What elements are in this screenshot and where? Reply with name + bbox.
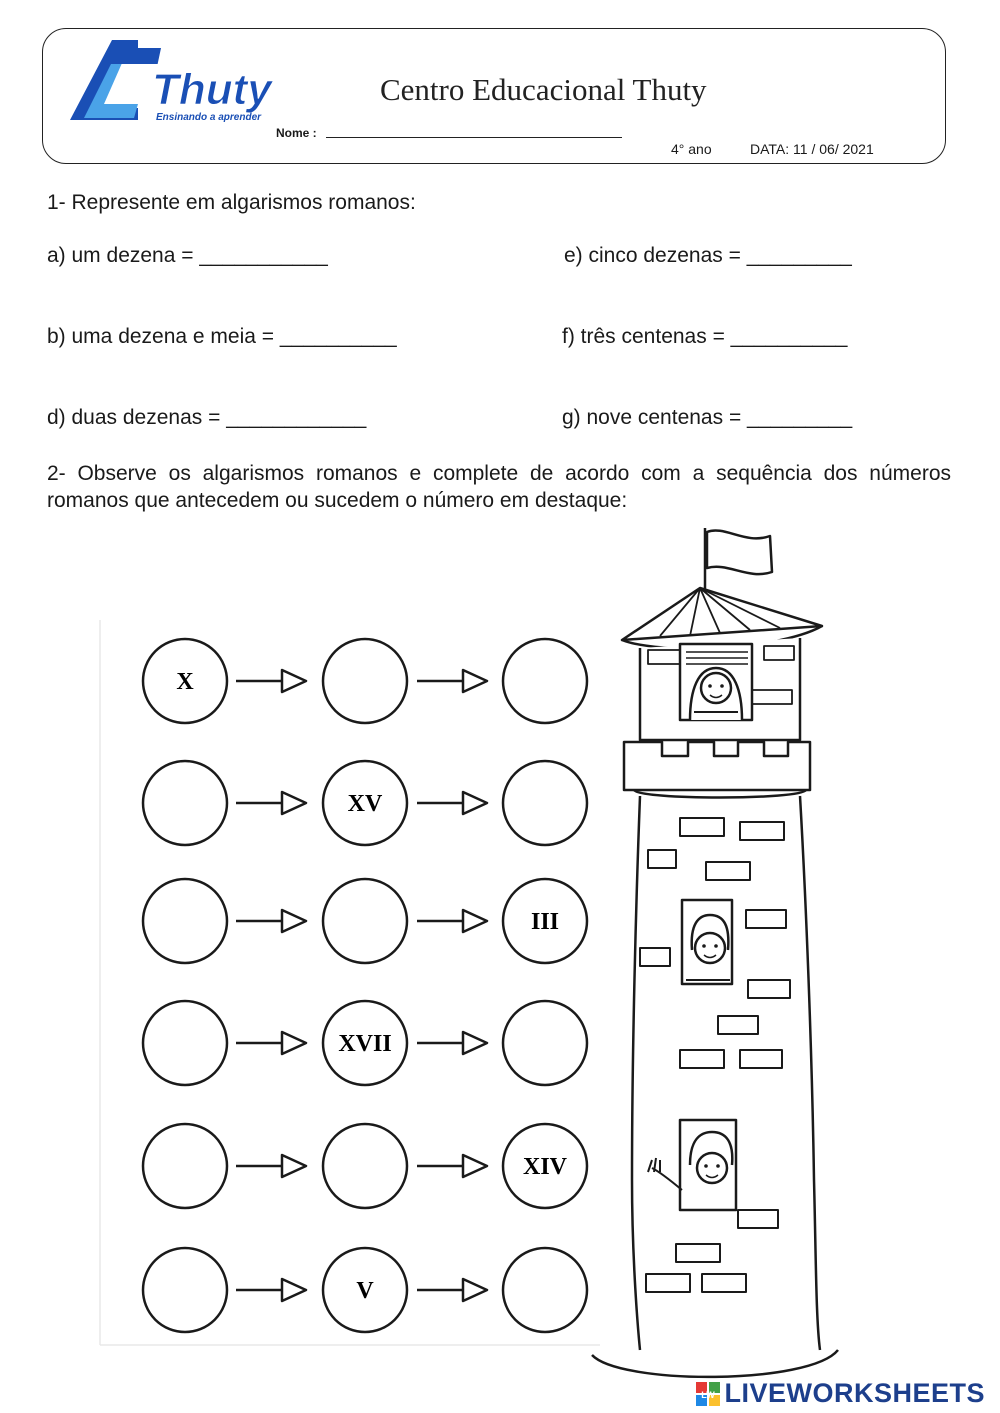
circle-r4-c1[interactable] <box>143 1001 227 1085</box>
logo-text: Thuty <box>152 65 272 114</box>
sequence-row-3 <box>143 879 587 963</box>
child-face <box>697 1153 727 1183</box>
sequence-row-5 <box>143 1124 587 1208</box>
sequence-row-4 <box>143 1001 587 1085</box>
circle-r1-c2[interactable] <box>323 639 407 723</box>
tower-left-wall <box>632 796 640 1350</box>
q1-item-b[interactable]: b) uma dezena e meia = __________ <box>47 325 397 348</box>
circle-r6-c1[interactable] <box>143 1248 227 1332</box>
liveworksheets-brand: LIVEWORKSHEETS <box>724 1378 985 1408</box>
arrow-icon <box>417 1032 487 1054</box>
arrow-icon <box>417 792 487 814</box>
circle-text-r4-c2: XVII <box>338 1031 392 1057</box>
tower-illustration <box>592 528 838 1377</box>
liveworksheets-logo <box>696 1378 985 1409</box>
tower-roof <box>622 588 822 640</box>
arrow-icon <box>236 1279 306 1301</box>
arrow-icon <box>417 1155 487 1177</box>
circle-text-r3-c3: III <box>530 909 560 935</box>
school-name: Centro Educacional Thuty <box>380 72 707 107</box>
badge-letters: LW <box>701 1389 715 1400</box>
circle-r1-c3[interactable] <box>503 639 587 723</box>
sequence-row-1 <box>143 639 587 723</box>
circle-r5-c2[interactable] <box>323 1124 407 1208</box>
arrow-icon <box>236 910 306 932</box>
circle-text-r1-c1: X <box>176 669 194 695</box>
tower-battlements <box>624 742 810 790</box>
arrow-icon <box>236 792 306 814</box>
logo-tagline: Ensinando a aprender <box>156 112 262 123</box>
circle-r5-c1[interactable] <box>143 1124 227 1208</box>
circle-text-r2-c2: XV <box>347 791 383 817</box>
sequence-row-6 <box>143 1248 587 1332</box>
arrow-icon <box>236 1155 306 1177</box>
circle-r2-c1[interactable] <box>143 761 227 845</box>
girl-face <box>701 673 731 703</box>
q1-item-g[interactable]: g) nove centenas = _________ <box>562 406 853 429</box>
circle-r3-c2[interactable] <box>323 879 407 963</box>
tower-right-wall <box>800 796 820 1350</box>
circle-r4-c3[interactable] <box>503 1001 587 1085</box>
arrow-icon <box>236 670 306 692</box>
arrow-icon <box>417 670 487 692</box>
grade-label: 4° ano <box>671 141 712 157</box>
circle-r2-c3[interactable] <box>503 761 587 845</box>
flag-icon <box>707 530 772 574</box>
arrow-icon <box>236 1032 306 1054</box>
boy-face <box>695 933 725 963</box>
circle-text-r6-c2: V <box>356 1278 374 1304</box>
arrow-icon <box>417 910 487 932</box>
circle-text-r5-c3: XIV <box>522 1154 568 1180</box>
name-label: Nome : <box>276 126 317 140</box>
arrow-icon <box>417 1279 487 1301</box>
question1-title: 1- Represente em algarismos romanos: <box>47 191 416 214</box>
circle-r6-c3[interactable] <box>503 1248 587 1332</box>
q1-item-f[interactable]: f) três centenas = __________ <box>562 325 848 348</box>
liveworksheets-badge-icon <box>696 1382 720 1406</box>
tower-base <box>592 1350 838 1377</box>
q1-item-d[interactable]: d) duas dezenas = ____________ <box>47 406 367 429</box>
circle-r3-c1[interactable] <box>143 879 227 963</box>
question2-text: 2- Observe os algarismos romanos e complete de acordo com a sequência dos números romanos que antecedem ou sucedem o número em destaque: <box>47 462 951 512</box>
sequence-row-2 <box>143 761 587 845</box>
q1-item-a[interactable]: a) um dezena = ___________ <box>47 244 328 267</box>
date-label: DATA: 11 / 06/ 2021 <box>750 141 874 157</box>
q1-item-e[interactable]: e) cinco dezenas = _________ <box>564 244 852 267</box>
